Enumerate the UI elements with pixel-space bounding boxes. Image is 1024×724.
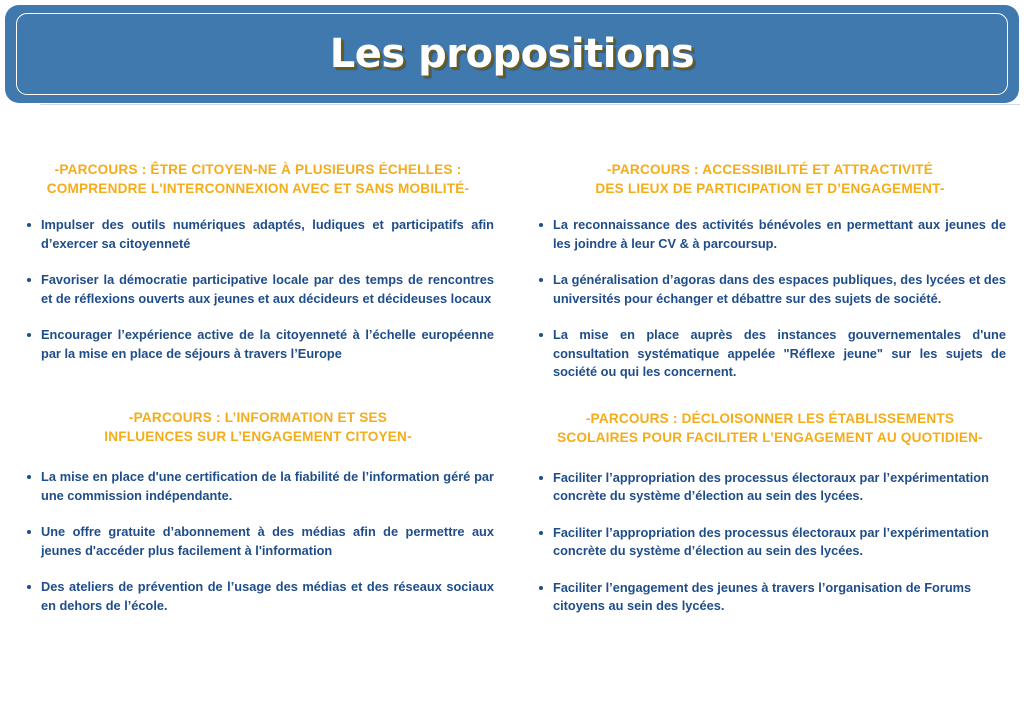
list-item: Impulser des outils numériques adaptés, ludiques et participatifs afin d’exercer sa citoyenneté [22, 216, 494, 253]
section-heading [22, 160, 494, 198]
section-heading [534, 409, 1006, 447]
list-item: Une offre gratuite d’abonnement à des médias afin de permettre aux jeunes d'accéder plus facilement à l'information [22, 523, 494, 560]
section-accessibility [534, 160, 1006, 382]
heading-line: -PARCOURS : L’INFORMATION ET SES [128, 410, 388, 425]
heading-line: DES LIEUX DE PARTICIPATION ET D’ENGAGEMENT- [595, 181, 945, 196]
section-information [22, 408, 494, 615]
right-column [534, 160, 1006, 616]
heading-line: -PARCOURS : ÊTRE CITOYEN-NE À PLUSIEURS ÉCHELLES : [54, 162, 462, 177]
title-banner [5, 5, 1019, 103]
proposal-list [534, 469, 1006, 616]
list-item: Faciliter l’engagement des jeunes à travers l’organisation de Forums citoyens au sein des lycées. [534, 579, 1006, 616]
section-heading [22, 408, 494, 446]
list-item: Favoriser la démocratie participative locale par des temps de rencontres et de réflexions ouverts aux jeunes et aux décideurs et décideuses locaux [22, 271, 494, 308]
list-item: La mise en place d'une certification de la fiabilité de l’information géré par une commission indépendante. [22, 468, 494, 505]
heading-line: -PARCOURS : DÉCLOISONNER LES ÉTABLISSEMENTS [585, 410, 955, 426]
section-citizen-scales [22, 160, 494, 363]
list-item: Des ateliers de prévention de l’usage des médias et des réseaux sociaux en dehors de l’école. [22, 578, 494, 615]
list-item: Encourager l’expérience active de la citoyenneté à l’échelle européenne par la mise en place de séjours à travers l’Europe [22, 326, 494, 363]
heading-line: SCOLAIRES POUR FACILITER L’ENGAGEMENT AU QUOTIDIEN- [557, 429, 983, 445]
section-heading [534, 160, 1006, 198]
list-item: Faciliter l’appropriation des processus électoraux par l’expérimentation concrète du système d’élection au sein des lycées. [534, 524, 1006, 561]
page-title: Les propositions [329, 31, 695, 77]
left-column [22, 160, 494, 615]
heading-line: INFLUENCES SUR L’ENGAGEMENT CITOYEN- [104, 429, 412, 444]
list-item: La reconnaissance des activités bénévoles en permettant aux jeunes de les joindre à leur CV & à parcoursup. [534, 216, 1006, 253]
heading-line: COMPRENDRE L'INTERCONNEXION AVEC ET SANS MOBILITÉ- [46, 181, 470, 196]
list-item: La généralisation d’agoras dans des espaces publiques, des lycées et des universités pour échanger et débattre sur des sujets de société. [534, 271, 1006, 308]
list-item: La mise en place auprès des instances gouvernementales d'une consultation systématique appelée "Réflexe jeune" sur les sujets de société ou qui les concernent. [534, 326, 1006, 382]
divider [40, 104, 1020, 105]
list-item: Faciliter l’appropriation des processus électoraux par l’expérimentation concrète du système d’élection au sein des lycées. [534, 469, 1006, 506]
proposal-list [22, 468, 494, 615]
proposal-list [534, 216, 1006, 382]
section-schools [534, 409, 1006, 616]
heading-line: -PARCOURS : ACCESSIBILITÉ ET ATTRACTIVITÉ [606, 162, 934, 177]
proposal-list [22, 216, 494, 363]
